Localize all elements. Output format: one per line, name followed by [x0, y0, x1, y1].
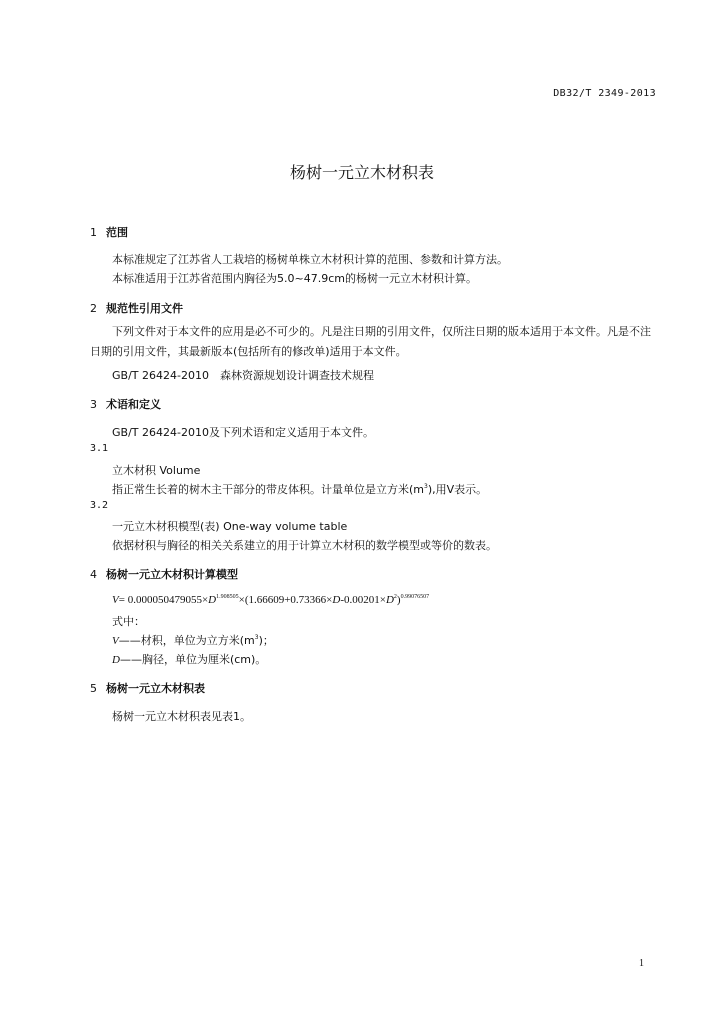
section-title: 规范性引用文件: [106, 302, 183, 315]
section-2-heading: [90, 300, 183, 316]
term-number: 3.2: [90, 500, 109, 511]
section-number: 5: [90, 682, 97, 695]
variable-v: V——材积，单位为立方米$(m^3)$；: [112, 634, 274, 647]
section-5-heading: [90, 680, 205, 696]
section-number: 4: [90, 568, 97, 581]
section-3-heading: [90, 396, 161, 412]
section-number: 3: [90, 398, 97, 411]
reference: GB/T 26424-2010 森林资源规划设计调查技术规程: [112, 369, 374, 382]
section-1-heading: [90, 224, 128, 240]
page-title: 杨树一元立木材积表: [289, 163, 434, 182]
paragraph: 本标准适用于江苏省范围内胸径为5.0~47.9cm的杨树一元立木材积计算。: [112, 272, 477, 285]
paragraph: GB/T 26424-2010及下列术语和定义适用于本文件。: [112, 426, 374, 439]
term-definition: 指正常生长着的树木主干部分的带皮体积。计量单位是立方米$(m^3)$,用V表示。: [112, 483, 488, 496]
section-title: 杨树一元立木材积表: [106, 682, 205, 695]
section-title: 术语和定义: [106, 398, 161, 411]
document-code: DB32/T 2349-2013: [553, 88, 656, 99]
volume-formula: $V= 0.000050479055\times D^{1.908505}\times(1.66609+0.73366\times D-0.00201\times D^2)^{0.99076507}$: [112, 594, 430, 606]
where-label: 式中：: [112, 615, 145, 628]
variable-d: D——胸径，单位为厘米(cm)。: [112, 653, 267, 666]
paragraph: 下列文件对于本文件的应用是必不可少的。凡是注日期的引用文件，仅所注日期的版本适用于本文件。凡是不注日期的引用文件，其最新版本(包括所有的修改单)适用于本文件。: [90, 325, 651, 358]
term-title: 一元立木材积模型(表) One-way volume table: [112, 520, 348, 533]
paragraph: 本标准规定了江苏省人工栽培的杨树单株立木材积计算的范围、参数和计算方法。: [112, 253, 508, 266]
section-number: 1: [90, 226, 97, 239]
section-title: 范围: [106, 226, 128, 239]
term-definition: 依据材积与胸径的相关关系建立的用于计算立木材积的数学模型或等价的数表。: [112, 539, 497, 552]
section-title: 杨树一元立木材积计算模型: [106, 568, 238, 581]
page-number: 1: [639, 958, 644, 969]
section-number: 2: [90, 302, 97, 315]
section-4-heading: [90, 566, 238, 582]
term-title: 立木材积 Volume: [112, 464, 201, 477]
term-number: 3.1: [90, 443, 109, 454]
paragraph: 杨树一元立木材积表见表1。: [112, 710, 251, 723]
